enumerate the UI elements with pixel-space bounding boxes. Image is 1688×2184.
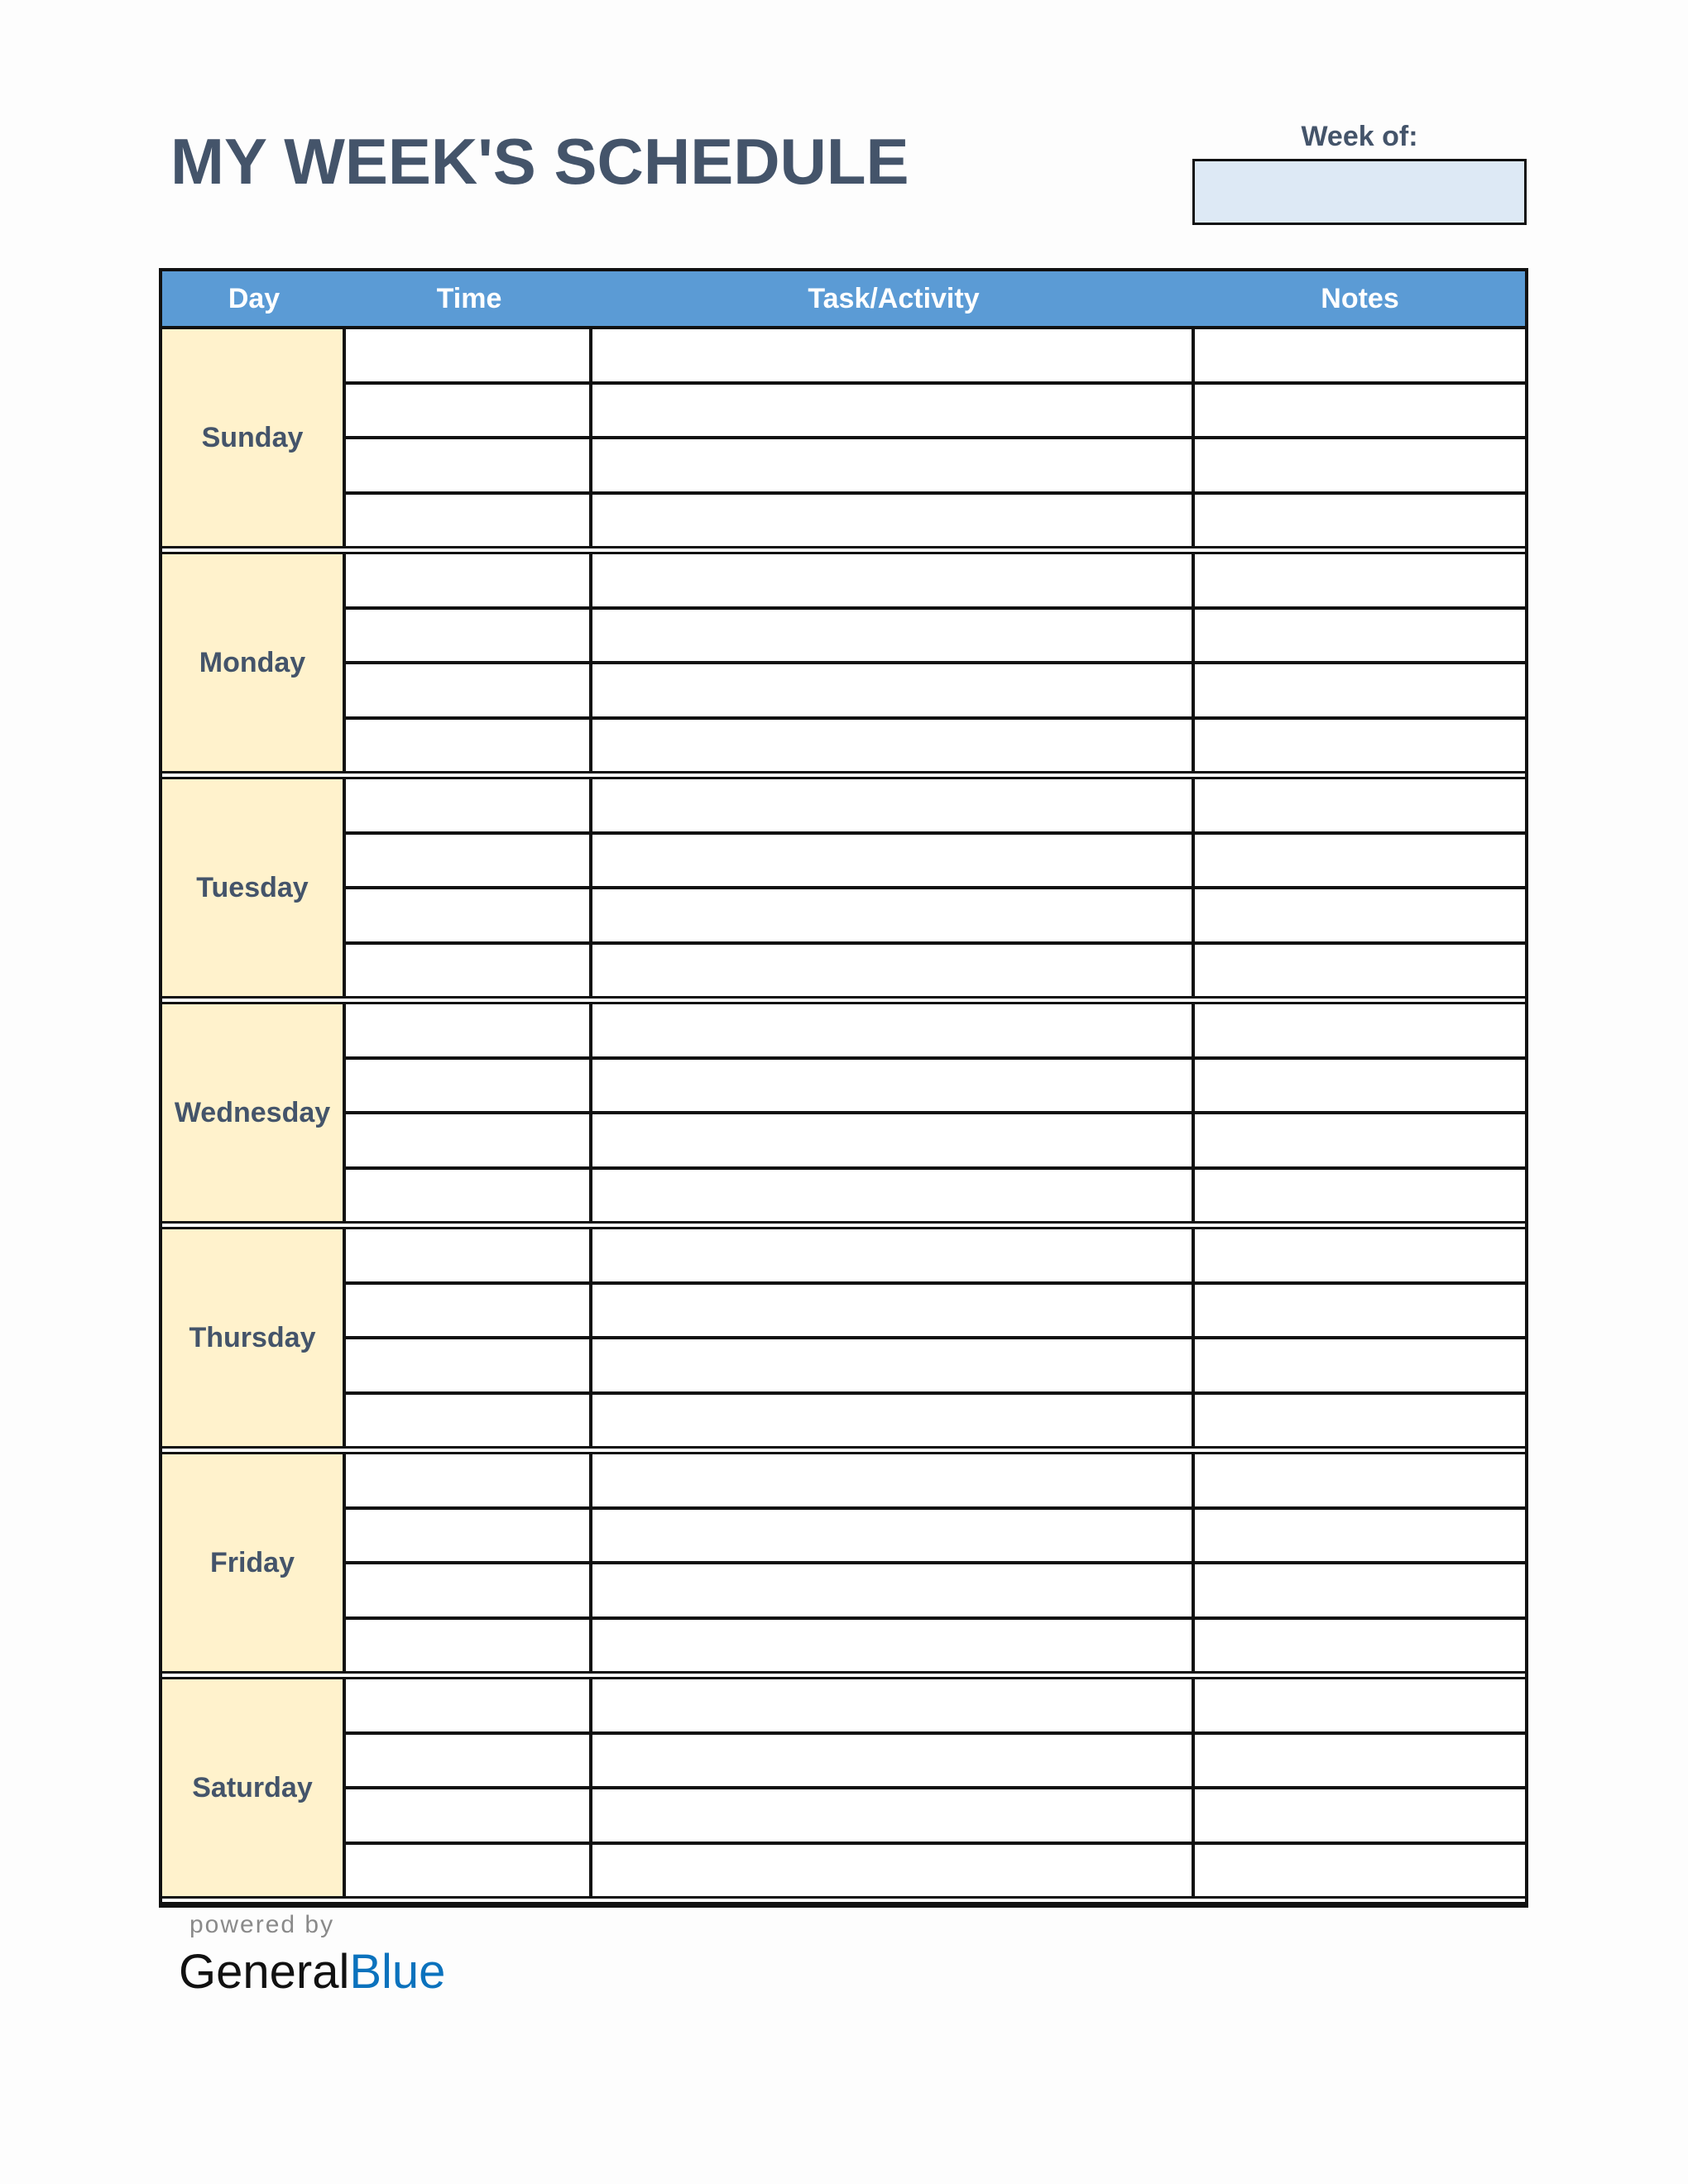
- table-row: [346, 664, 1525, 720]
- notes-cell[interactable]: [1195, 1114, 1525, 1166]
- day-name: Saturday: [162, 1679, 346, 1896]
- day-block: [162, 1454, 1525, 1679]
- day-rows: [346, 329, 1525, 546]
- notes-cell[interactable]: [1195, 1735, 1525, 1787]
- task-cell[interactable]: [592, 1060, 1195, 1112]
- time-cell[interactable]: [346, 1060, 592, 1112]
- table-row: [346, 720, 1525, 772]
- time-cell[interactable]: [346, 439, 592, 491]
- header-task: Task/Activity: [808, 282, 980, 314]
- day-block: [162, 779, 1525, 1004]
- time-cell[interactable]: [346, 1339, 592, 1391]
- task-cell[interactable]: [592, 889, 1195, 941]
- task-cell[interactable]: [592, 329, 1195, 381]
- table-row: [346, 1339, 1525, 1395]
- notes-cell[interactable]: [1195, 1004, 1525, 1056]
- notes-cell[interactable]: [1195, 1339, 1525, 1391]
- task-cell[interactable]: [592, 439, 1195, 491]
- table-row: [346, 1564, 1525, 1620]
- table-row: [346, 1510, 1525, 1565]
- notes-cell[interactable]: [1195, 439, 1525, 491]
- time-cell[interactable]: [346, 1004, 592, 1056]
- task-cell[interactable]: [592, 1620, 1195, 1672]
- notes-cell[interactable]: [1195, 664, 1525, 716]
- day-name: Wednesday: [162, 1004, 346, 1221]
- time-cell[interactable]: [346, 664, 592, 716]
- notes-cell[interactable]: [1195, 554, 1525, 606]
- notes-cell[interactable]: [1195, 1620, 1525, 1672]
- table-row: [346, 779, 1525, 835]
- notes-cell[interactable]: [1195, 720, 1525, 772]
- day-name: Sunday: [162, 329, 346, 546]
- task-cell[interactable]: [592, 385, 1195, 437]
- schedule-table: [159, 268, 1528, 1908]
- table-row: [346, 835, 1525, 890]
- time-cell[interactable]: [346, 1114, 592, 1166]
- notes-cell[interactable]: [1195, 1285, 1525, 1337]
- table-row: [346, 1845, 1525, 1897]
- task-cell[interactable]: [592, 1564, 1195, 1616]
- powered-by-text: powered by: [189, 1911, 335, 1938]
- table-row: [346, 889, 1525, 945]
- task-cell[interactable]: [592, 1510, 1195, 1562]
- task-cell[interactable]: [592, 1114, 1195, 1166]
- time-cell[interactable]: [346, 385, 592, 437]
- table-row: [346, 1454, 1525, 1510]
- time-cell[interactable]: [346, 945, 592, 997]
- logo-general: General: [179, 1945, 350, 1999]
- notes-cell[interactable]: [1195, 1510, 1525, 1562]
- table-row: [346, 329, 1525, 385]
- table-row: [346, 610, 1525, 665]
- task-cell[interactable]: [592, 720, 1195, 772]
- time-cell[interactable]: [346, 889, 592, 941]
- day-blocks: [162, 329, 1525, 1904]
- time-cell[interactable]: [346, 1229, 592, 1281]
- header-notes: Notes: [1321, 282, 1399, 314]
- day-name: Tuesday: [162, 779, 346, 996]
- table-row: [346, 1789, 1525, 1845]
- notes-cell[interactable]: [1195, 1845, 1525, 1897]
- time-cell[interactable]: [346, 1510, 592, 1562]
- day-block: [162, 1679, 1525, 1904]
- task-cell[interactable]: [592, 1339, 1195, 1391]
- table-row: [346, 1004, 1525, 1060]
- logo-blue: Blue: [349, 1945, 446, 1999]
- table-row: [346, 385, 1525, 440]
- page-title: MY WEEK'S SCHEDULE: [170, 125, 909, 198]
- task-cell[interactable]: [592, 1789, 1195, 1842]
- notes-cell[interactable]: [1195, 610, 1525, 662]
- table-row: [346, 1679, 1525, 1735]
- time-cell[interactable]: [346, 835, 592, 887]
- notes-cell[interactable]: [1195, 1229, 1525, 1281]
- notes-cell[interactable]: [1195, 779, 1525, 831]
- week-of-label: Week of:: [1301, 121, 1418, 152]
- time-cell[interactable]: [346, 329, 592, 381]
- notes-cell[interactable]: [1195, 1454, 1525, 1506]
- generalblue-logo: [179, 1944, 445, 2000]
- time-cell[interactable]: [346, 1564, 592, 1616]
- task-cell[interactable]: [592, 1679, 1195, 1731]
- notes-cell[interactable]: [1195, 945, 1525, 997]
- week-of-input[interactable]: [1192, 159, 1527, 225]
- day-block: [162, 1229, 1525, 1454]
- table-header: [162, 271, 1525, 329]
- header-time: Time: [436, 282, 502, 314]
- task-cell[interactable]: [592, 1170, 1195, 1222]
- task-cell[interactable]: [592, 495, 1195, 547]
- task-cell[interactable]: [592, 945, 1195, 997]
- notes-cell[interactable]: [1195, 1170, 1525, 1222]
- table-row: [346, 1060, 1525, 1115]
- time-cell[interactable]: [346, 779, 592, 831]
- day-rows: [346, 1229, 1525, 1446]
- day-name: Thursday: [162, 1229, 346, 1446]
- time-cell[interactable]: [346, 1454, 592, 1506]
- time-cell[interactable]: [346, 1170, 592, 1222]
- table-row: [346, 1285, 1525, 1340]
- day-rows: [346, 1679, 1525, 1896]
- day-block: [162, 1004, 1525, 1229]
- notes-cell[interactable]: [1195, 495, 1525, 547]
- notes-cell[interactable]: [1195, 1564, 1525, 1616]
- time-cell[interactable]: [346, 1735, 592, 1787]
- day-block: [162, 329, 1525, 554]
- table-row: [346, 1114, 1525, 1170]
- day-block: [162, 554, 1525, 779]
- time-cell[interactable]: [346, 554, 592, 606]
- table-row: [346, 1229, 1525, 1285]
- table-row: [346, 1395, 1525, 1447]
- time-cell[interactable]: [346, 1395, 592, 1447]
- time-cell[interactable]: [346, 1679, 592, 1731]
- day-name: Monday: [162, 554, 346, 771]
- time-cell[interactable]: [346, 610, 592, 662]
- time-cell[interactable]: [346, 1845, 592, 1897]
- time-cell[interactable]: [346, 1285, 592, 1337]
- task-cell[interactable]: [592, 1004, 1195, 1056]
- task-cell[interactable]: [592, 1845, 1195, 1897]
- notes-cell[interactable]: [1195, 1395, 1525, 1447]
- task-cell[interactable]: [592, 1395, 1195, 1447]
- table-row: [346, 554, 1525, 610]
- notes-cell[interactable]: [1195, 835, 1525, 887]
- day-rows: [346, 1004, 1525, 1221]
- task-cell[interactable]: [592, 835, 1195, 887]
- task-cell[interactable]: [592, 1454, 1195, 1506]
- table-row: [346, 945, 1525, 997]
- table-row: [346, 1735, 1525, 1790]
- table-row: [346, 439, 1525, 495]
- notes-cell[interactable]: [1195, 385, 1525, 437]
- day-rows: [346, 1454, 1525, 1671]
- time-cell[interactable]: [346, 720, 592, 772]
- task-cell[interactable]: [592, 610, 1195, 662]
- task-cell[interactable]: [592, 1735, 1195, 1787]
- task-cell[interactable]: [592, 554, 1195, 606]
- notes-cell[interactable]: [1195, 1789, 1525, 1842]
- table-row: [346, 1170, 1525, 1222]
- time-cell[interactable]: [346, 1620, 592, 1672]
- day-rows: [346, 554, 1525, 771]
- day-rows: [346, 779, 1525, 996]
- table-row: [346, 495, 1525, 547]
- task-cell[interactable]: [592, 779, 1195, 831]
- notes-cell[interactable]: [1195, 1060, 1525, 1112]
- time-cell[interactable]: [346, 495, 592, 547]
- day-name: Friday: [162, 1454, 346, 1671]
- notes-cell[interactable]: [1195, 1679, 1525, 1731]
- task-cell[interactable]: [592, 1229, 1195, 1281]
- notes-cell[interactable]: [1195, 889, 1525, 941]
- header-day: Day: [228, 282, 281, 314]
- task-cell[interactable]: [592, 1285, 1195, 1337]
- notes-cell[interactable]: [1195, 329, 1525, 381]
- task-cell[interactable]: [592, 664, 1195, 716]
- table-row: [346, 1620, 1525, 1672]
- time-cell[interactable]: [346, 1789, 592, 1842]
